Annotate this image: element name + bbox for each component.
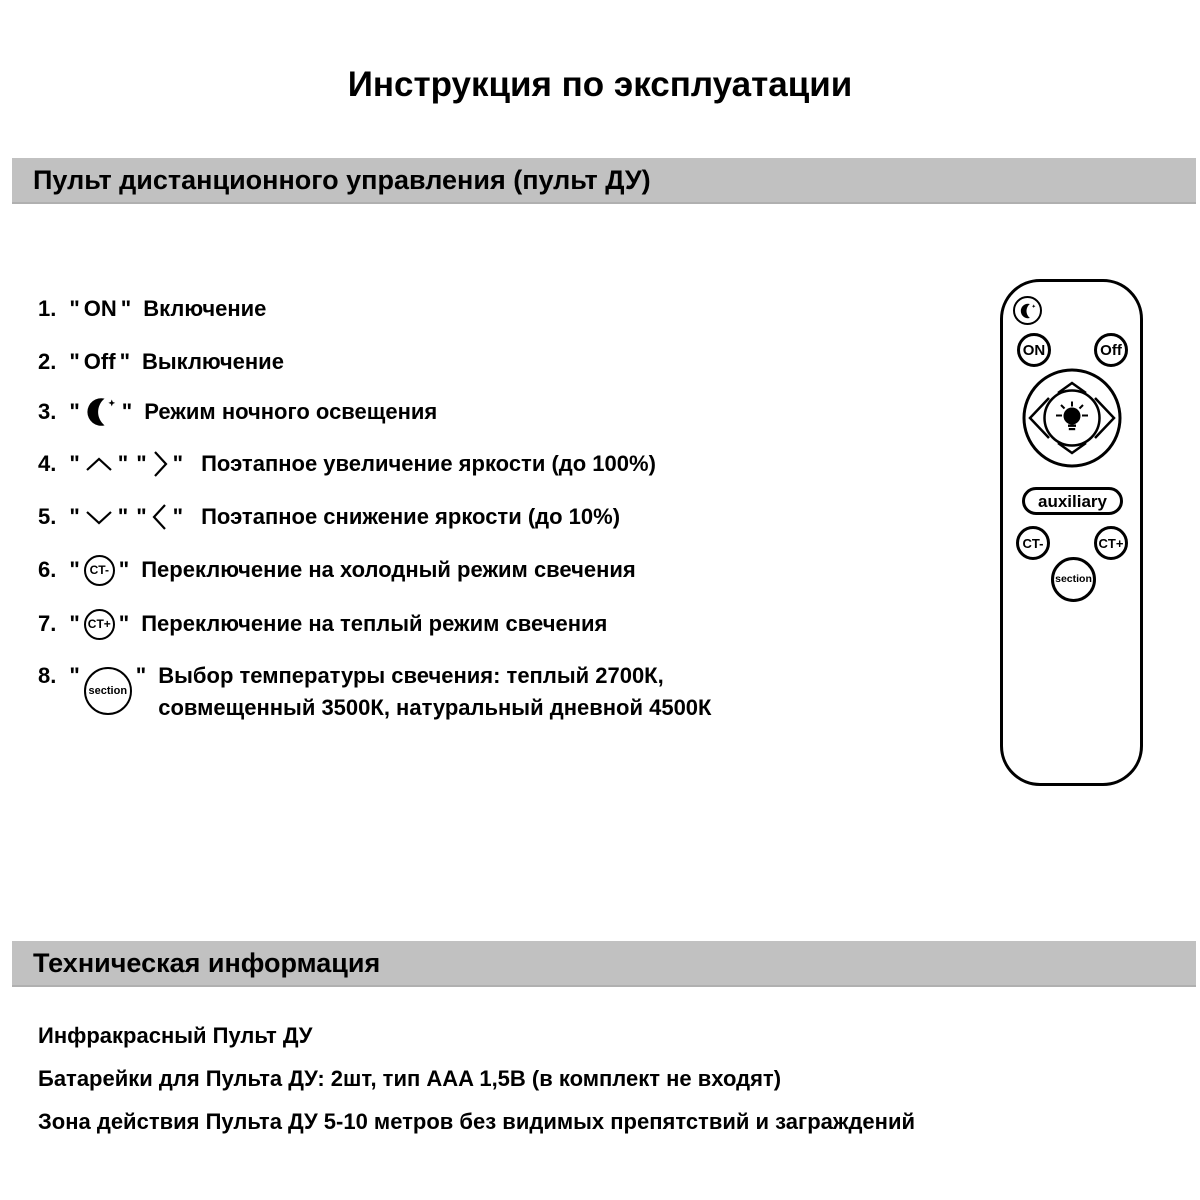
item-text: Поэтапное увеличение яркости (до 100%)	[201, 451, 656, 476]
chevron-right-icon	[151, 449, 169, 479]
moon-icon	[84, 395, 118, 429]
tech-line-range: Зона действия Пульта ДУ 5-10 метров без видимых препятствий и заграждений	[38, 1109, 916, 1134]
quote-mark: "	[69, 663, 80, 688]
list-item-cold-mode	[38, 553, 636, 587]
quote-mark: "	[172, 504, 184, 529]
tech-line-batteries: Батарейки для Пульта ДУ: 2шт, тип AAA 1,5В (в комплект не входят)	[38, 1066, 782, 1091]
ct-minus-badge	[84, 555, 115, 586]
section-badge	[84, 667, 132, 715]
section-header-tech-label: Техническая информация	[33, 947, 381, 978]
quote-mark: "	[69, 504, 80, 529]
quote-mark: "	[119, 349, 130, 374]
quote-mark: "	[136, 451, 147, 476]
item-text-line-1: Выбор температуры свечения: теплый 2700К,	[158, 663, 664, 688]
item-text: Переключение на теплый режим свечения	[141, 611, 608, 636]
item-text: Включение	[143, 296, 267, 321]
list-item-night-mode	[38, 395, 437, 429]
off-button: Off	[1094, 333, 1128, 367]
item-number: 3.	[38, 399, 57, 424]
item-number: 2.	[38, 349, 57, 374]
list-item-warm-mode	[38, 607, 607, 641]
list-item-brightness-down	[38, 500, 620, 534]
quote-mark: "	[118, 611, 130, 636]
item-text	[158, 660, 711, 724]
on-button: ON	[1017, 333, 1051, 367]
quote-mark: "	[69, 611, 80, 636]
quote-mark: "	[69, 557, 80, 582]
item-number: 7.	[38, 611, 57, 636]
bulb-icon	[1056, 402, 1088, 431]
ct-minus-button: CT-	[1016, 526, 1050, 560]
item-number: 8.	[38, 663, 57, 688]
dpad-left-arrow-icon	[1030, 398, 1049, 438]
item-text: Выключение	[142, 349, 284, 374]
quote-mark: "	[69, 399, 80, 424]
quote-mark: "	[118, 557, 130, 582]
tech-info-block	[38, 1014, 915, 1143]
dpad-right-arrow-icon	[1095, 398, 1114, 438]
item-text: Переключение на холодный режим свечения	[141, 557, 636, 582]
quote-mark: "	[69, 451, 80, 476]
item-number: 6.	[38, 557, 57, 582]
section-header-remote-label: Пульт дистанционного управления (пульт ДУ)	[33, 164, 651, 195]
ct-minus-badge-label: CT-	[89, 563, 109, 577]
quote-mark: "	[120, 296, 132, 321]
tech-line-ir: Инфракрасный Пульт ДУ	[38, 1023, 313, 1048]
quote-mark: "	[117, 504, 129, 529]
list-item-off	[38, 345, 284, 379]
section-badge-label: section	[88, 684, 128, 697]
dpad-control	[1021, 367, 1123, 469]
moon-icon	[1019, 302, 1037, 320]
remote-control-illustration	[1000, 279, 1143, 786]
quote-mark: "	[135, 663, 147, 688]
ct-plus-button: CT+	[1094, 526, 1128, 560]
section-button: section	[1051, 557, 1096, 602]
item-text: Поэтапное снижение яркости (до 10%)	[201, 504, 621, 529]
quote-mark: "	[117, 451, 129, 476]
chevron-up-icon	[84, 455, 114, 473]
off-label: Off	[83, 349, 116, 374]
chevron-down-icon	[84, 508, 114, 526]
auxiliary-button: auxiliary	[1022, 487, 1123, 515]
list-item-on	[38, 292, 266, 326]
item-number: 4.	[38, 451, 57, 476]
page-title: Инструкция по эксплуатации	[347, 65, 853, 104]
quote-mark: "	[136, 504, 147, 529]
list-item-brightness-up	[38, 447, 656, 481]
ct-plus-badge	[84, 609, 115, 640]
item-number: 1.	[38, 296, 57, 321]
chevron-left-icon	[151, 502, 169, 532]
item-text-line-2: совмещенный 3500К, натуральный дневной 4500К	[158, 695, 712, 720]
section-header-tech	[12, 941, 1196, 987]
quote-mark: "	[69, 349, 80, 374]
ct-plus-badge-label: CT+	[87, 617, 111, 631]
on-label: ON	[83, 296, 117, 321]
item-number: 5.	[38, 504, 57, 529]
night-mode-button	[1013, 296, 1042, 325]
list-item-section	[38, 660, 711, 724]
quote-mark: "	[172, 451, 184, 476]
section-header-remote	[12, 158, 1196, 204]
item-text: Режим ночного освещения	[144, 399, 438, 424]
quote-mark: "	[121, 399, 133, 424]
quote-mark: "	[69, 296, 80, 321]
